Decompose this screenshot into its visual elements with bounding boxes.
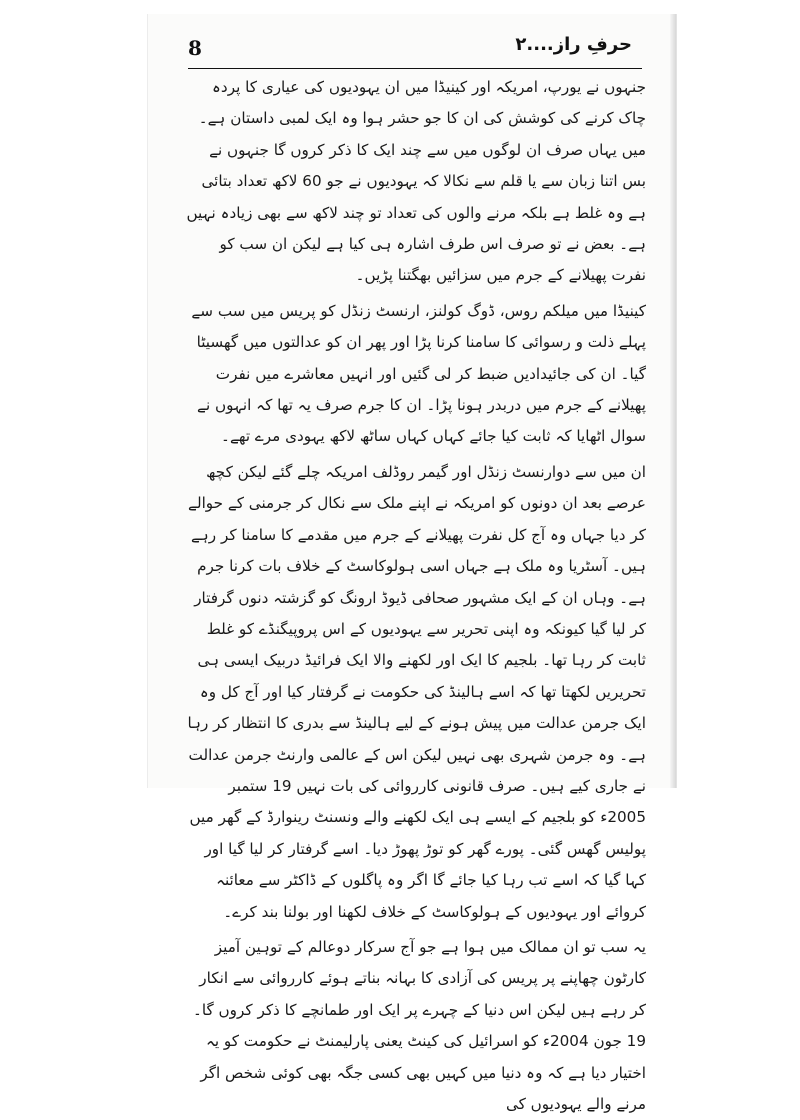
paragraph: ان میں سے دوارنسٹ زنڈل اور گیمر روڈلف امریکہ چلے گئے لیکن کچھ عرصے بعد ان دونوں کو امریکہ نے اپنے ملک سے نکال کر جرمنی کے حوالے کر دیا جہاں وہ آج کل نفرت پھیلانے کے جرم میں مقدمے کا سامنا کر رہے ہیں۔ آسٹریا وہ ملک ہے جہاں اسی ہولوکاسٹ کے خلاف بات کرنا جرم ہے۔ وہاں ان کے ایک مشہور صحافی ڈیوڈ ارونگ کو گزشتہ دنوں گرفتار کر لیا گیا کیونکہ وہ اپنی تحریر سے یہودیوں کے اس پروپیگنڈے کو غلط ثابت کر رہا تھا۔ بلجیم کا ایک اور لکھنے والا ایک فرائیڈ دربیک ایسی ہی تحریریں لکھتا تھا کہ اسے ہالینڈ کی حکومت نے گرفتار کیا اور آج کل وہ ایک جرمن عدالت میں پیش ہونے کے لیے ہالینڈ سے بدری کا انتظار کر رہا ہے۔ وہ جرمن شہری بھی نہیں لیکن اس کے عالمی وارنٹ جرمن عدالت نے جاری کیے ہیں۔ صرف قانونی کارروائی کی بات نہیں 19 ستمبر 2005ء کو بلجیم کے ایسے ہی ایک لکھنے والے ونسنٹ رینوارڈ کے گھر میں پولیس گھس گئی۔ پورے گھر کو توڑ پھوڑ دیا۔ اسے گرفتار کر لیا گیا اور کہا گیا کہ اسے تب رہا کیا جائے گا اگر وہ پاگلوں کے ڈاکٹر سے معائنہ کروائے اور یہودیوں کے ہولوکاسٹ کے خلاف لکھنا اور بولنا بند کرے۔ — [187, 462, 646, 921]
page-number: 8 — [188, 36, 202, 60]
paragraph: جنہوں نے یورپ، امریکہ اور کینیڈا میں ان یہودیوں کی عیاری کا پردہ چاک کرنے کی کوشش کی ان کا جو حشر ہوا وہ ایک لمبی داستان ہے۔ میں یہاں صرف ان لوگوں میں سے چند ایک کا ذکر کروں گا جنہوں نے بس اتنا زبان سے یا قلم سے نکالا کہ یہودیوں نے جو 60 لاکھ تعداد بتائی ہے وہ غلط ہے بلکہ مرنے والوں کی تعداد تو چند لاکھ سے بھی زیادہ نہیں ہے۔ بعض نے تو صرف اس طرف اشارہ ہی کیا ہے لیکن ان سب کو نفرت پھیلانے کے جرم میں سزائیں بھگتنا پڑیں۔ — [186, 78, 646, 285]
page-header — [188, 34, 642, 69]
page-binding-edge — [670, 14, 676, 788]
paragraph: یہ سب تو ان ممالک میں ہوا ہے جو آج سرکار دوعالم کے توہین آمیز کارٹون چھاپنے پر پریس کی آزادی کا بہانہ بناتے ہوئے کارروائی سے انکار کر رہے ہیں لیکن اس دنیا کے چہرے پر ایک اور طمانچے کا ذکر کروں گا۔ 19 جون 2004ء کو اسرائیل کی کینٹ یعنی پارلیمنٹ نے حکومت کو یہ اختیار دیا ہے کہ وہ دنیا میں کہیں بھی کسی جگہ بھی کوئی شخص اگر مرنے والے یہودیوں کی — [192, 937, 646, 1113]
book-page — [148, 14, 676, 1113]
paragraph: کینیڈا میں میلکم روس، ڈوگ کولنز، ارنسٹ زنڈل کو پریس میں سب سے پہلے ذلت و رسوائی کا سامنا کرنا پڑا اور پھر ان کو عدالتوں میں گھسیٹا گیا۔ ان کی جائیدادیں ضبط کر لی گئیں اور انہیں معاشرے میں نفرت پھیلانے کے جرم میں دربدر ہونا پڑا۔ ان کا جرم صرف یہ تھا کہ انہوں نے سوال اٹھایا کہ ثابت کیا جائے کہاں کہاں ساٹھ لاکھ یہودی مرے تھے۔ — [191, 301, 646, 446]
body-text — [184, 72, 646, 1120]
running-title: حرفِ راز....۲ — [515, 34, 632, 55]
